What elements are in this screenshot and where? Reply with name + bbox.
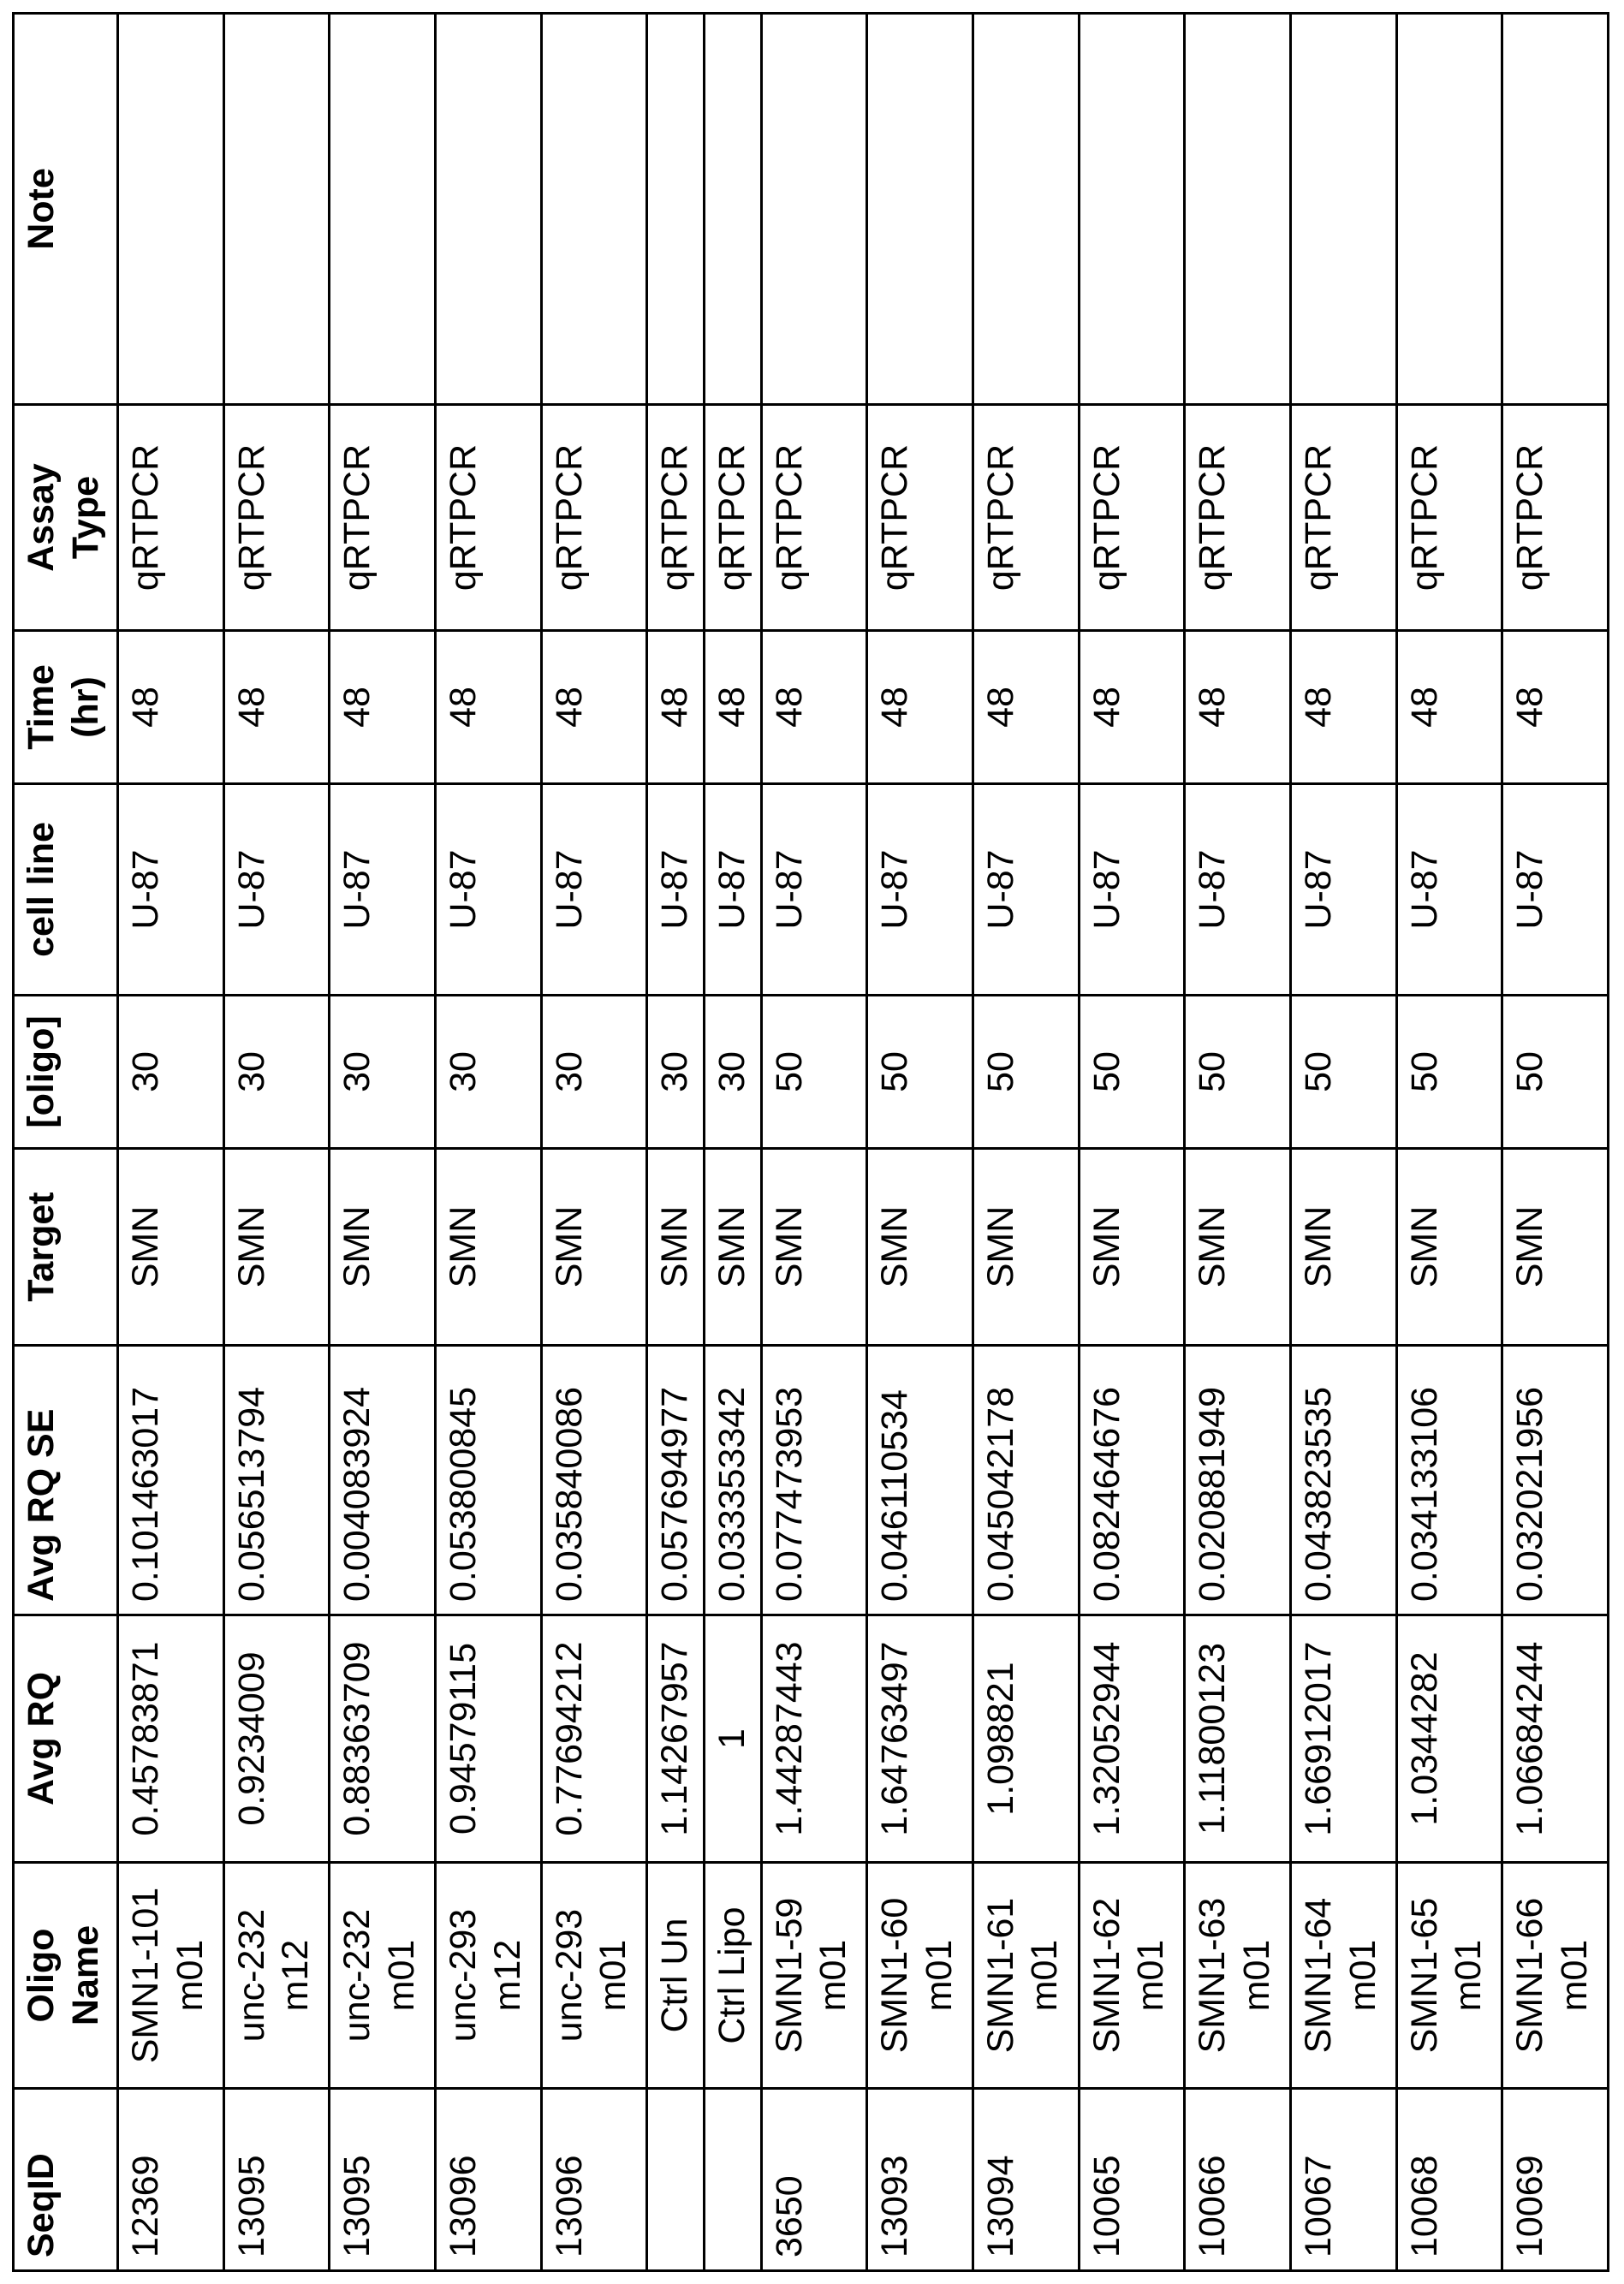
cell-time-hr: 48 xyxy=(1502,631,1609,784)
cell-note xyxy=(761,14,867,405)
cell-note xyxy=(118,14,224,405)
cell-target: SMN xyxy=(118,1149,224,1346)
cell-oligo-conc: 50 xyxy=(1290,996,1396,1149)
cell-seqid: 13094 xyxy=(973,2089,1079,2271)
cell-time-hr: 48 xyxy=(436,631,542,784)
cell-avg-rq: 0.9234009 xyxy=(223,1615,330,1863)
cell-oligo-conc: 50 xyxy=(973,996,1079,1149)
cell-avg-rq-se: 0.004083924 xyxy=(330,1346,436,1615)
cell-avg-rq-se: 0.053800845 xyxy=(436,1346,542,1615)
cell-cell-line: U-87 xyxy=(867,784,973,996)
cell-assay-type: qRTPCR xyxy=(541,405,647,631)
cell-note xyxy=(973,14,1079,405)
cell-cell-line: U-87 xyxy=(541,784,647,996)
cell-cell-line: U-87 xyxy=(1502,784,1609,996)
cell-cell-line: U-87 xyxy=(647,784,705,996)
cell-seqid: 10065 xyxy=(1079,2089,1185,2271)
cell-assay-type: qRTPCR xyxy=(1502,405,1609,631)
cell-time-hr: 48 xyxy=(1079,631,1185,784)
cell-note xyxy=(1079,14,1185,405)
cell-oligo-name: SMN1-64 m01 xyxy=(1290,1863,1396,2089)
cell-avg-rq: 1.44287443 xyxy=(761,1615,867,1863)
header-target: Target xyxy=(14,1149,118,1346)
cell-target: SMN xyxy=(436,1149,542,1346)
cell-oligo-name: SMN1-59 m01 xyxy=(761,1863,867,2089)
header-cell-line: cell line xyxy=(14,784,118,996)
cell-avg-rq-se: 0.045042178 xyxy=(973,1346,1079,1615)
header-assay-type: Assay Type xyxy=(14,405,118,631)
cell-oligo-name: SMN1-65 m01 xyxy=(1396,1863,1502,2089)
cell-assay-type: qRTPCR xyxy=(761,405,867,631)
cell-time-hr: 48 xyxy=(973,631,1079,784)
cell-avg-rq-se: 0.082464676 xyxy=(1079,1346,1185,1615)
table-row xyxy=(1290,14,1396,2271)
table-row xyxy=(436,14,542,2271)
cell-note xyxy=(647,14,705,405)
cell-avg-rq: 1.098821 xyxy=(973,1615,1079,1863)
cell-time-hr: 48 xyxy=(541,631,647,784)
cell-time-hr: 48 xyxy=(1290,631,1396,784)
cell-cell-line: U-87 xyxy=(223,784,330,996)
cell-cell-line: U-87 xyxy=(761,784,867,996)
cell-assay-type: qRTPCR xyxy=(436,405,542,631)
cell-oligo-name: unc-293 m12 xyxy=(436,1863,542,2089)
cell-avg-rq: 1.64763497 xyxy=(867,1615,973,1863)
cell-time-hr: 48 xyxy=(223,631,330,784)
cell-cell-line: U-87 xyxy=(330,784,436,996)
cell-note xyxy=(1290,14,1396,405)
cell-seqid: 13095 xyxy=(330,2089,436,2271)
cell-seqid: 10069 xyxy=(1502,2089,1609,2271)
cell-avg-rq-se: 0.020881949 xyxy=(1185,1346,1291,1615)
cell-assay-type: qRTPCR xyxy=(973,405,1079,631)
cell-avg-rq-se: 0.033353342 xyxy=(704,1346,761,1615)
cell-assay-type: qRTPCR xyxy=(223,405,330,631)
cell-oligo-conc: 30 xyxy=(704,996,761,1149)
cell-cell-line: U-87 xyxy=(1185,784,1291,996)
cell-oligo-name: SMN1-101 m01 xyxy=(118,1863,224,2089)
cell-seqid: 13095 xyxy=(223,2089,330,2271)
cell-assay-type: qRTPCR xyxy=(1396,405,1502,631)
table-row xyxy=(647,14,705,2271)
cell-assay-type: qRTPCR xyxy=(1290,405,1396,631)
cell-avg-rq-se: 0.056513794 xyxy=(223,1346,330,1615)
cell-avg-rq: 1.32052944 xyxy=(1079,1615,1185,1863)
cell-note xyxy=(330,14,436,405)
header-oligo-name: Oligo Name xyxy=(14,1863,118,2089)
cell-oligo-conc: 50 xyxy=(761,996,867,1149)
rotated-table-container xyxy=(12,15,1609,2272)
cell-avg-rq-se: 0.077473953 xyxy=(761,1346,867,1615)
table-row xyxy=(1502,14,1609,2271)
cell-avg-rq-se: 0.034133106 xyxy=(1396,1346,1502,1615)
cell-target: SMN xyxy=(1502,1149,1609,1346)
cell-cell-line: U-87 xyxy=(1396,784,1502,996)
cell-oligo-conc: 50 xyxy=(1502,996,1609,1149)
cell-target: SMN xyxy=(1290,1149,1396,1346)
cell-avg-rq: 0.77694212 xyxy=(541,1615,647,1863)
cell-target: SMN xyxy=(647,1149,705,1346)
header-note: Note xyxy=(14,14,118,405)
cell-assay-type: qRTPCR xyxy=(647,405,705,631)
cell-oligo-conc: 30 xyxy=(647,996,705,1149)
cell-seqid: 10066 xyxy=(1185,2089,1291,2271)
cell-seqid: 12369 xyxy=(118,2089,224,2271)
cell-seqid xyxy=(704,2089,761,2271)
cell-avg-rq: 0.94579115 xyxy=(436,1615,542,1863)
table-row xyxy=(223,14,330,2271)
table-row xyxy=(1079,14,1185,2271)
cell-target: SMN xyxy=(223,1149,330,1346)
cell-avg-rq: 0.45783871 xyxy=(118,1615,224,1863)
table-row xyxy=(704,14,761,2271)
cell-assay-type: qRTPCR xyxy=(704,405,761,631)
cell-time-hr: 48 xyxy=(1396,631,1502,784)
table-row xyxy=(541,14,647,2271)
cell-target: SMN xyxy=(1079,1149,1185,1346)
cell-assay-type: qRTPCR xyxy=(118,405,224,631)
cell-avg-rq: 1.06684244 xyxy=(1502,1615,1609,1863)
cell-oligo-name: SMN1-66 m01 xyxy=(1502,1863,1609,2089)
cell-oligo-conc: 30 xyxy=(330,996,436,1149)
cell-avg-rq-se: 0.043823535 xyxy=(1290,1346,1396,1615)
table-row xyxy=(118,14,224,2271)
cell-avg-rq: 1.66912017 xyxy=(1290,1615,1396,1863)
cell-oligo-conc: 30 xyxy=(223,996,330,1149)
table-row xyxy=(867,14,973,2271)
cell-cell-line: U-87 xyxy=(1290,784,1396,996)
cell-target: SMN xyxy=(330,1149,436,1346)
cell-time-hr: 48 xyxy=(867,631,973,784)
cell-avg-rq: 1.14267957 xyxy=(647,1615,705,1863)
cell-seqid xyxy=(647,2089,705,2271)
cell-seqid: 13096 xyxy=(436,2089,542,2271)
cell-oligo-name: SMN1-60 m01 xyxy=(867,1863,973,2089)
cell-seqid: 13093 xyxy=(867,2089,973,2271)
table-row xyxy=(761,14,867,2271)
cell-note xyxy=(1502,14,1609,405)
cell-note xyxy=(1396,14,1502,405)
cell-cell-line: U-87 xyxy=(1079,784,1185,996)
cell-time-hr: 48 xyxy=(647,631,705,784)
cell-time-hr: 48 xyxy=(761,631,867,784)
cell-note xyxy=(1185,14,1291,405)
table-row xyxy=(1185,14,1291,2271)
cell-oligo-conc: 50 xyxy=(1185,996,1291,1149)
cell-seqid: 3650 xyxy=(761,2089,867,2271)
cell-oligo-name: SMN1-61 m01 xyxy=(973,1863,1079,2089)
cell-avg-rq: 1.11800123 xyxy=(1185,1615,1291,1863)
header-row xyxy=(14,14,118,2271)
cell-target: SMN xyxy=(867,1149,973,1346)
cell-target: SMN xyxy=(1396,1149,1502,1346)
results-table xyxy=(12,12,1609,2272)
cell-seqid: 10068 xyxy=(1396,2089,1502,2271)
cell-note xyxy=(704,14,761,405)
cell-oligo-name: Ctrl Lipo xyxy=(704,1863,761,2089)
cell-assay-type: qRTPCR xyxy=(330,405,436,631)
cell-oligo-name: Ctrl Un xyxy=(647,1863,705,2089)
cell-cell-line: U-87 xyxy=(118,784,224,996)
cell-avg-rq-se: 0.035840086 xyxy=(541,1346,647,1615)
cell-note xyxy=(541,14,647,405)
table-row xyxy=(330,14,436,2271)
cell-assay-type: qRTPCR xyxy=(1079,405,1185,631)
cell-avg-rq-se: 0.032021956 xyxy=(1502,1346,1609,1615)
cell-avg-rq: 0.88363709 xyxy=(330,1615,436,1863)
cell-oligo-name: SMN1-63 m01 xyxy=(1185,1863,1291,2089)
cell-assay-type: qRTPCR xyxy=(867,405,973,631)
cell-note xyxy=(867,14,973,405)
cell-oligo-conc: 50 xyxy=(867,996,973,1149)
cell-avg-rq-se: 0.057694977 xyxy=(647,1346,705,1615)
cell-oligo-conc: 30 xyxy=(118,996,224,1149)
cell-avg-rq-se: 0.046110534 xyxy=(867,1346,973,1615)
cell-cell-line: U-87 xyxy=(704,784,761,996)
cell-time-hr: 48 xyxy=(704,631,761,784)
table-body xyxy=(118,14,1609,2271)
cell-oligo-name: unc-293 m01 xyxy=(541,1863,647,2089)
cell-avg-rq-se: 0.101463017 xyxy=(118,1346,224,1615)
cell-target: SMN xyxy=(704,1149,761,1346)
header-seqid: SeqID xyxy=(14,2089,118,2271)
cell-oligo-conc: 50 xyxy=(1079,996,1185,1149)
header-avg-rq-se: Avg RQ SE xyxy=(14,1346,118,1615)
cell-oligo-conc: 30 xyxy=(436,996,542,1149)
cell-cell-line: U-87 xyxy=(436,784,542,996)
cell-cell-line: U-87 xyxy=(973,784,1079,996)
cell-assay-type: qRTPCR xyxy=(1185,405,1291,631)
header-oligo-conc: [oligo] xyxy=(14,996,118,1149)
cell-seqid: 10067 xyxy=(1290,2089,1396,2271)
header-time-hr: Time (hr) xyxy=(14,631,118,784)
cell-note xyxy=(223,14,330,405)
cell-oligo-conc: 30 xyxy=(541,996,647,1149)
cell-oligo-name: unc-232 m12 xyxy=(223,1863,330,2089)
cell-note xyxy=(436,14,542,405)
cell-target: SMN xyxy=(761,1149,867,1346)
cell-time-hr: 48 xyxy=(1185,631,1291,784)
cell-avg-rq: 1 xyxy=(704,1615,761,1863)
cell-time-hr: 48 xyxy=(118,631,224,784)
cell-oligo-conc: 50 xyxy=(1396,996,1502,1149)
cell-target: SMN xyxy=(1185,1149,1291,1346)
table-row xyxy=(1396,14,1502,2271)
cell-target: SMN xyxy=(541,1149,647,1346)
cell-avg-rq: 1.0344282 xyxy=(1396,1615,1502,1863)
cell-time-hr: 48 xyxy=(330,631,436,784)
cell-target: SMN xyxy=(973,1149,1079,1346)
table-row xyxy=(973,14,1079,2271)
cell-seqid: 13096 xyxy=(541,2089,647,2271)
cell-oligo-name: SMN1-62 m01 xyxy=(1079,1863,1185,2089)
header-avg-rq: Avg RQ xyxy=(14,1615,118,1863)
cell-oligo-name: unc-232 m01 xyxy=(330,1863,436,2089)
